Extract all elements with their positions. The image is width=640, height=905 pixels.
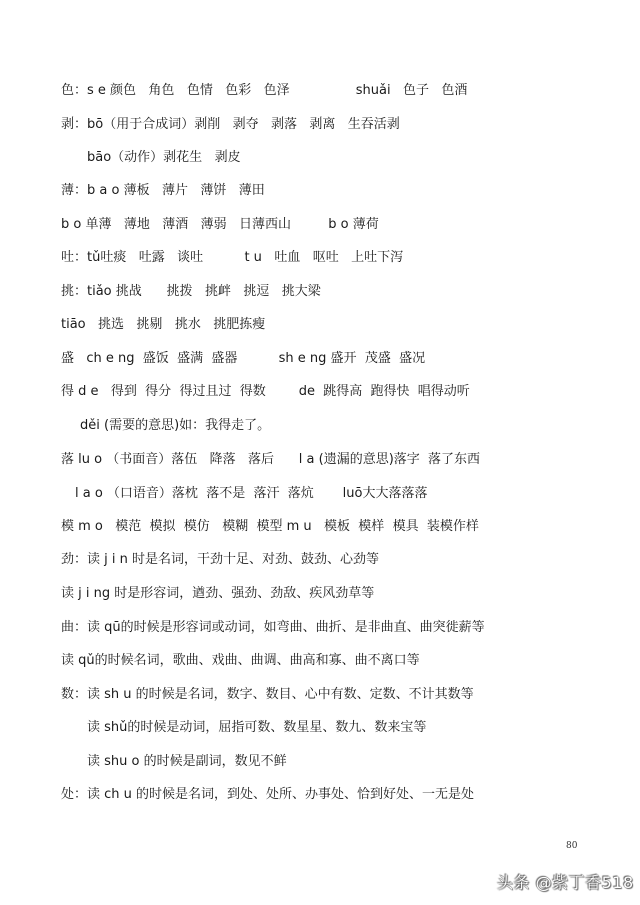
- entry-bo-thin: b o 单薄 薄地 薄酒 薄弱 日薄西山 b o 薄荷: [61, 217, 379, 232]
- entry-mo: 模 m o 模范 模拟 模仿 模糊 模型 m u 模板 模样 模具 装模作样: [61, 519, 479, 534]
- entry-tiao1: tiāo 挑选 挑剔 挑水 挑肥拣瘦: [61, 317, 266, 332]
- entry-se: 色：s e 颜色 角色 色情 色彩 色泽 shuǎi 色子 色酒: [61, 83, 468, 98]
- entry-bao: bāo（动作）剥花生 剥皮: [87, 150, 241, 165]
- entry-lao: l a o （口语音）落枕 落不是 落汗 落炕 luō大大落落落: [75, 486, 428, 501]
- entry-jing: 读 j i ng 时是形容词，遒劲、强劲、劲敌、疾风劲草等: [61, 586, 375, 601]
- entry-luo: 落 lu o （书面音）落伍 降落 落后 l a (遗漏的意思)落字 落了东西: [61, 452, 481, 467]
- page-number: 80: [566, 841, 578, 851]
- entry-dei: děi (需要的意思)如：我得走了。: [80, 418, 271, 433]
- entry-de: 得 d e 得到 得分 得过且过 得数 de 跳得高 跑得快 唱得动听: [61, 384, 470, 399]
- entry-chu: 处：读 ch u 的时候是名词，到处、处所、办事处、恰到好处、一无是处: [61, 787, 475, 802]
- entry-bo: 剥：bō（用于合成词）剥削 剥夺 剥落 剥离 生吞活剥: [61, 117, 400, 132]
- entry-shu3: 读 shǔ的时候是动词，屈指可数、数星星、数九、数来宝等: [87, 720, 427, 735]
- entry-shu4: 数：读 sh u 的时候是名词，数字、数目、心中有数、定数、不计其数等: [61, 687, 474, 702]
- watermark: 头条 @紫丁香518: [497, 873, 634, 892]
- entry-qu3: 读 qǔ的时候名词，歌曲、戏曲、曲调、曲高和寡、曲不离口等: [61, 653, 420, 668]
- entry-shuo: 读 shu o 的时候是副词，数见不鲜: [87, 754, 287, 769]
- entry-cheng: 盛 ch e ng 盛饭 盛满 盛器 sh e ng 盛开 茂盛 盛况: [61, 351, 426, 366]
- entry-qu1: 曲：读 qū的时候是形容词或动词，如弯曲、曲折、是非曲直、曲突徙薪等: [61, 620, 485, 635]
- entry-tu: 吐：tǔ吐痰 吐露 谈吐 t u 吐血 呕吐 上吐下泻: [61, 250, 404, 265]
- entry-jin: 劲：读 j i n 时是名词，干劲十足、对劲、鼓劲、心劲等: [61, 552, 379, 567]
- entry-tiao3: 挑：tiǎo 挑战 挑拨 挑衅 挑逗 挑大梁: [61, 284, 321, 299]
- entry-bao-thin: 薄：b a o 薄板 薄片 薄饼 薄田: [61, 183, 265, 198]
